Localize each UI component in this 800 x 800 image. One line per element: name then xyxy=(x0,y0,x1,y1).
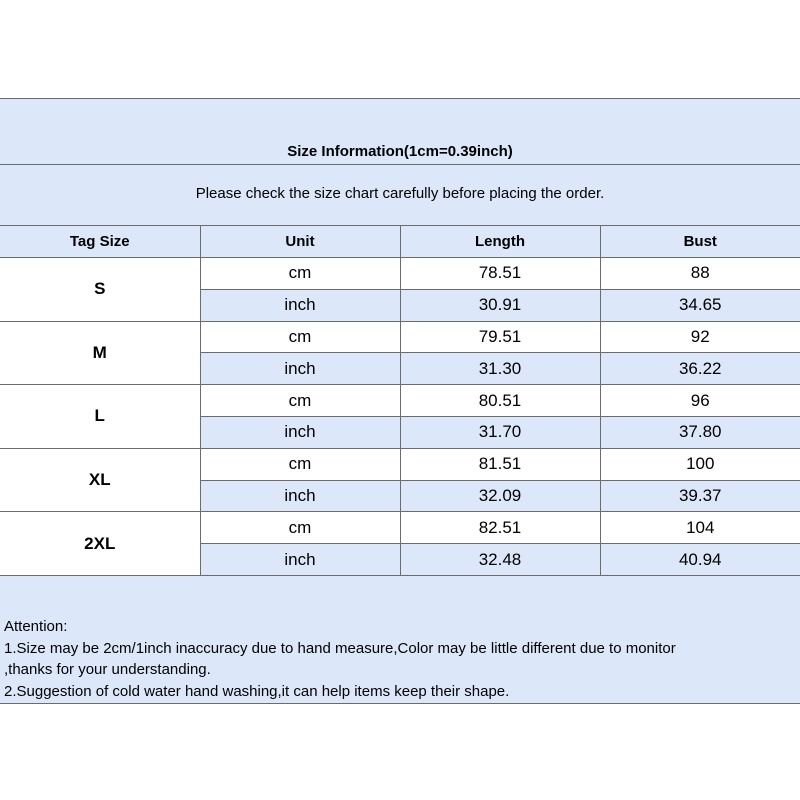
header-tag-size: Tag Size xyxy=(0,226,200,258)
tag-size-cell: M xyxy=(0,321,200,385)
header-unit: Unit xyxy=(200,226,400,258)
bust-cell: 96 xyxy=(600,385,800,417)
unit-cell: cm xyxy=(200,512,400,544)
unit-cell: inch xyxy=(200,480,400,512)
notice-band xyxy=(0,164,800,226)
title-band xyxy=(0,99,800,165)
tag-size-cell: XL xyxy=(0,448,200,512)
size-chart-sheet xyxy=(0,98,800,704)
attention-line: ,thanks for your understanding. xyxy=(4,661,211,678)
bust-cell: 37.80 xyxy=(600,416,800,448)
length-cell: 32.09 xyxy=(400,480,600,512)
tag-size-cell: S xyxy=(0,258,200,322)
header-bust: Bust xyxy=(600,226,800,258)
unit-cell: cm xyxy=(200,448,400,480)
unit-cell: cm xyxy=(200,258,400,290)
attention-line: 1.Size may be 2cm/1inch inaccuracy due to hand measure,Color may be little different due to monitor xyxy=(4,639,676,657)
bust-cell: 92 xyxy=(600,321,800,353)
bust-cell: 36.22 xyxy=(600,353,800,385)
unit-cell: inch xyxy=(200,353,400,385)
length-cell: 82.51 xyxy=(400,512,600,544)
attention-heading: Attention: xyxy=(4,618,68,635)
table-row xyxy=(0,321,800,353)
length-cell: 79.51 xyxy=(400,321,600,353)
unit-cell: inch xyxy=(200,544,400,576)
length-cell: 31.70 xyxy=(400,416,600,448)
size-table xyxy=(0,225,800,576)
table-row xyxy=(0,448,800,480)
tag-size-cell: 2XL xyxy=(0,512,200,576)
unit-cell: cm xyxy=(200,385,400,417)
bust-cell: 104 xyxy=(600,512,800,544)
table-row xyxy=(0,258,800,290)
size-chart-title: Size Information(1cm=0.39inch) xyxy=(287,143,513,160)
order-notice: Please check the size chart carefully before placing the order. xyxy=(195,185,605,202)
attention-notes xyxy=(4,616,676,702)
bust-cell: 40.94 xyxy=(600,544,800,576)
length-cell: 78.51 xyxy=(400,258,600,290)
length-cell: 81.51 xyxy=(400,448,600,480)
attention-line: 2.Suggestion of cold water hand washing,it can help items keep their shape. xyxy=(4,682,510,700)
bust-cell: 100 xyxy=(600,448,800,480)
bust-cell: 34.65 xyxy=(600,289,800,321)
unit-cell: inch xyxy=(200,416,400,448)
table-row xyxy=(0,385,800,417)
bust-cell: 88 xyxy=(600,258,800,290)
bust-cell: 39.37 xyxy=(600,480,800,512)
table-header-row xyxy=(0,226,800,258)
length-cell: 30.91 xyxy=(400,289,600,321)
unit-cell: cm xyxy=(200,321,400,353)
tag-size-cell: L xyxy=(0,385,200,449)
table-row xyxy=(0,512,800,544)
length-cell: 32.48 xyxy=(400,544,600,576)
length-cell: 31.30 xyxy=(400,353,600,385)
length-cell: 80.51 xyxy=(400,385,600,417)
header-length: Length xyxy=(400,226,600,258)
size-rows xyxy=(0,258,800,576)
unit-cell: inch xyxy=(200,289,400,321)
